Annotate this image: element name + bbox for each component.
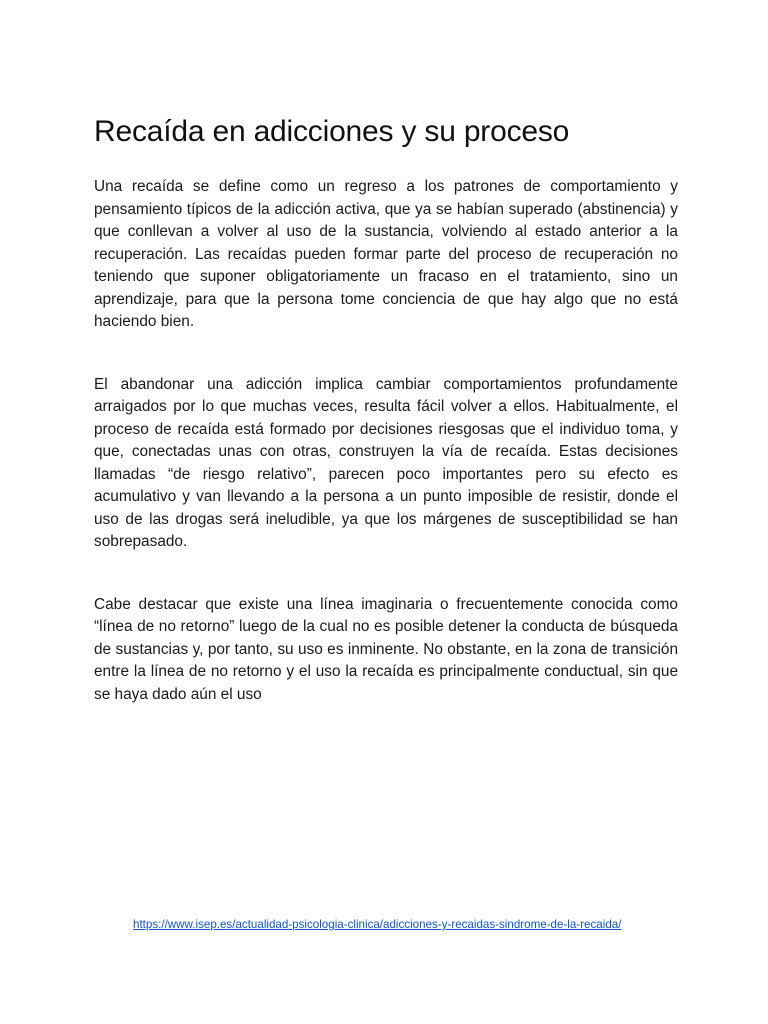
paragraph-relapse-process: El abandonar una adicción implica cambiar comportamientos profundamente arraigados por lo que muchas veces, resulta fácil volver a ellos. Habitualmente, el proceso de recaída está formado por decisiones riesgosas que el individuo toma, y que, conectadas unas con otras, construyen la vía de recaída. Estas decisiones llamadas “de riesgo relativo”, parecen poco importantes pero su efecto es acumulativo y van llevando a la persona a un punto imposible de resistir, donde el uso de las drogas será ineludible, ya que los márgenes de susceptibilidad se han sobrepasado. xyxy=(94,375,678,550)
paragraph-point-of-no-return: Cabe destacar que existe una línea imaginaria o frecuentemente conocida como “línea de no retorno” luego de la cual no es posible detener la conducta de búsqueda de sustancias y, por tanto, su uso es inminente. No obstante, en la zona de transición entre la línea de no retorno y el uso la recaída es principalmente conductual, sin que se haya dado aún el uso xyxy=(94,595,678,703)
source-link[interactable]: https://www.isep.es/actualidad-psicologia-clinica/adicciones-y-recaidas-sindrome-de-la-recaida/ xyxy=(133,918,622,931)
paragraph-definition: Una recaída se define como un regreso a los patrones de comportamiento y pensamiento típicos de la adicción activa, que ya se habían superado (abstinencia) y que conllevan a volver al uso de la sustancia, volviendo al estado anterior a la recuperación. Las recaídas pueden formar parte del proceso de recuperación no teniendo que suponer obligatoriamente un fracaso en el tratamiento, sino un aprendizaje, para que la persona tome conciencia de que hay algo que no está haciendo bien. xyxy=(94,178,678,330)
document-page xyxy=(94,112,678,706)
document-title: Recaída en adicciones y su proceso xyxy=(94,115,570,148)
